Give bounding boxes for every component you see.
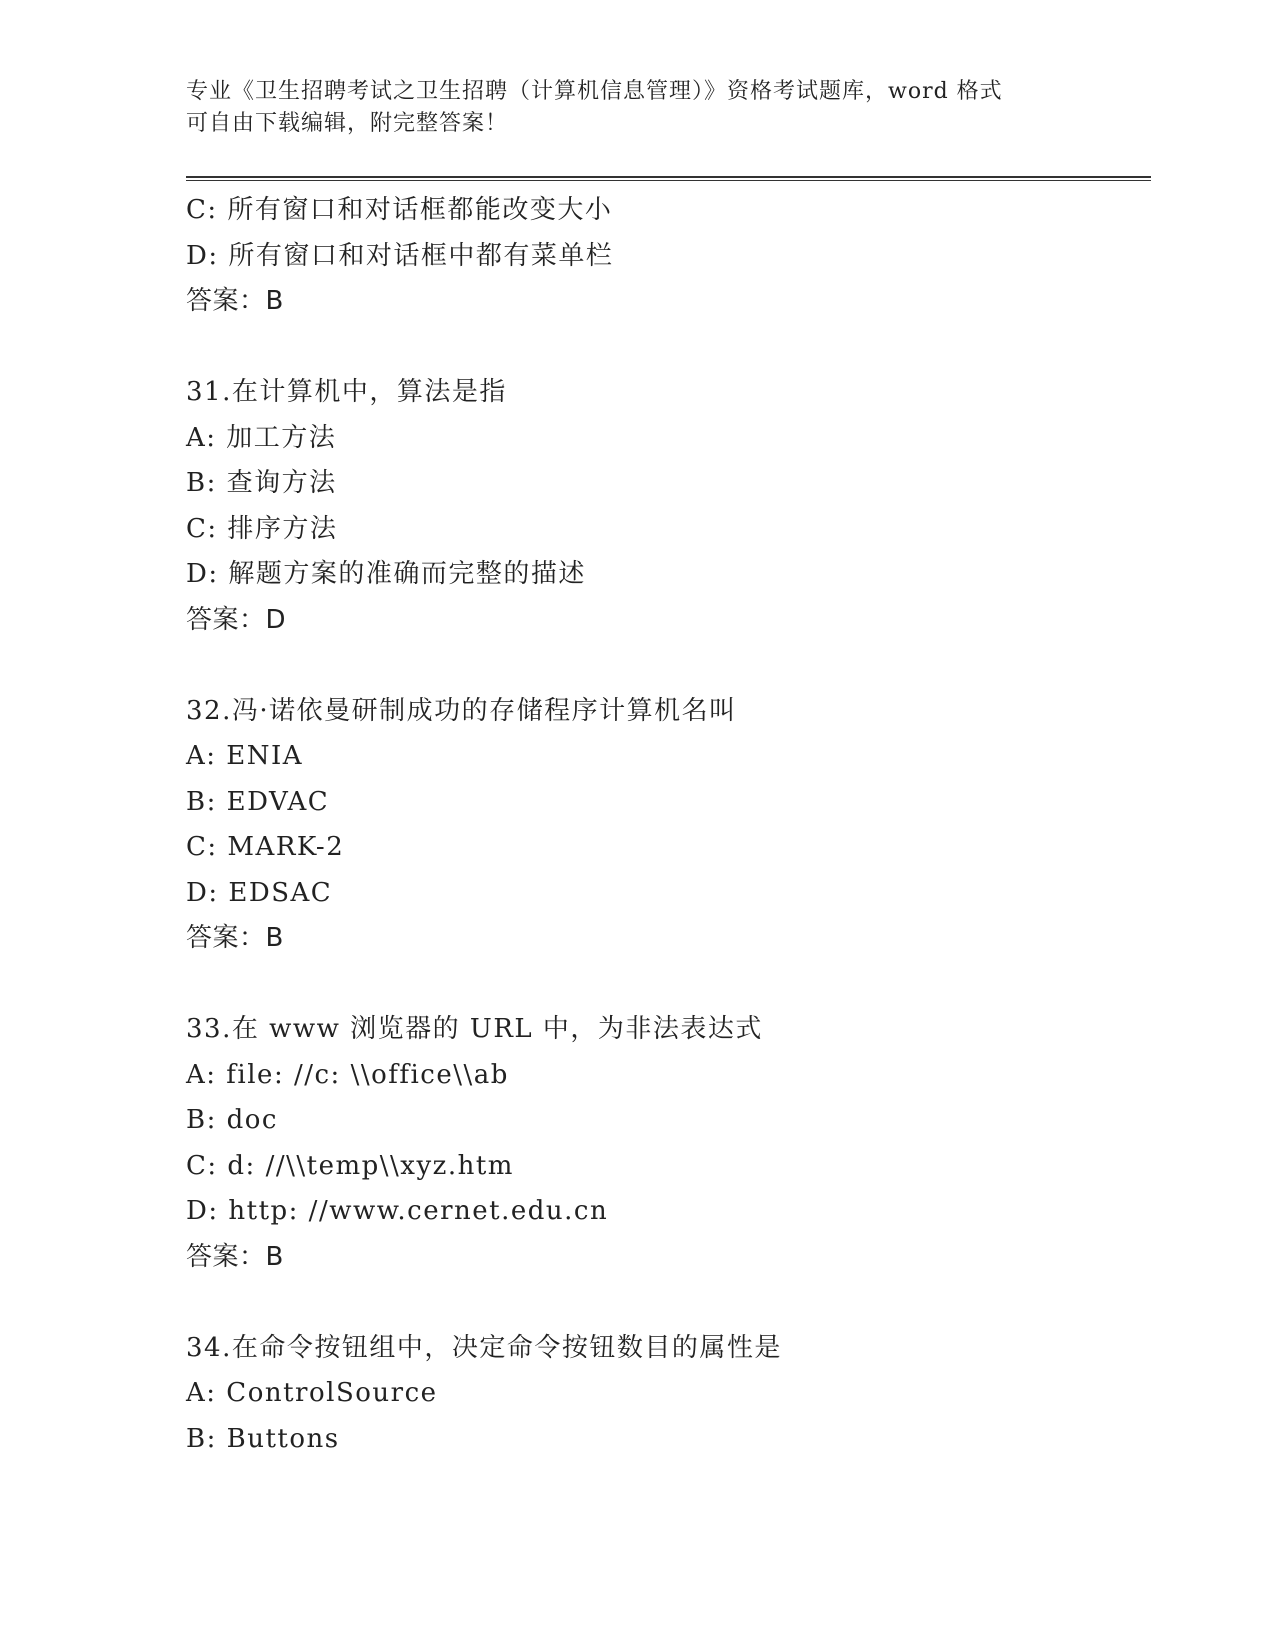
question-31: 31.在计算机中，算法是指 (186, 377, 507, 407)
option-c: C: 所有窗口和对话框都能改变大小 (186, 195, 613, 225)
question-31-option-b: B: 查询方法 (186, 468, 337, 498)
question-33-option-b: B: doc (186, 1105, 278, 1135)
header-divider (186, 176, 1151, 181)
spacer (186, 643, 1151, 689)
question-33-answer: 答案：B (186, 1241, 284, 1272)
question-32-option-d: D: EDSAC (186, 877, 333, 908)
spacer (186, 962, 1151, 1008)
question-32-option-a: A: ENIA (186, 741, 304, 771)
answer-label: 答案：B (186, 286, 284, 316)
question-34-option-b: B: Buttons (186, 1423, 340, 1454)
question-34-option-a: A: ControlSource (186, 1378, 438, 1408)
spacer (186, 325, 1151, 371)
document-header (186, 76, 1066, 140)
question-32: 32.冯·诺依曼研制成功的存储程序计算机名叫 (186, 695, 737, 726)
question-list (186, 188, 1151, 1462)
question-32-option-c: C: MARK-2 (186, 832, 345, 862)
spacer (186, 1280, 1151, 1326)
question-34: 34.在命令按钮组中，决定命令按钮数目的属性是 (186, 1332, 782, 1363)
question-32-answer: 答案：B (186, 923, 284, 953)
header-title-line-1: 专业《卫生招聘考试之卫生招聘（计算机信息管理）》资格考试题库，word 格式 (186, 79, 1003, 104)
question-31-option-a: A: 加工方法 (186, 422, 337, 453)
question-31-answer: 答案：D (186, 604, 287, 635)
question-33: 33.在 www 浏览器的 URL 中，为非法表达式 (186, 1014, 763, 1044)
option-d: D: 所有窗口和对话框中都有菜单栏 (186, 240, 614, 271)
question-33-option-c: C: d: //\\temp\\xyz.htm (186, 1150, 514, 1181)
question-32-option-b: B: EDVAC (186, 786, 330, 817)
question-33-option-a: A: file: //c: \\office\\ab (186, 1059, 509, 1090)
question-31-option-d: D: 解题方案的准确而完整的描述 (186, 559, 586, 589)
header-title-line-2: 可自由下载编辑，附完整答案！ (186, 111, 509, 136)
question-31-option-c: C: 排序方法 (186, 513, 338, 544)
question-33-option-d: D: http: //www.cernet.edu.cn (186, 1196, 609, 1226)
